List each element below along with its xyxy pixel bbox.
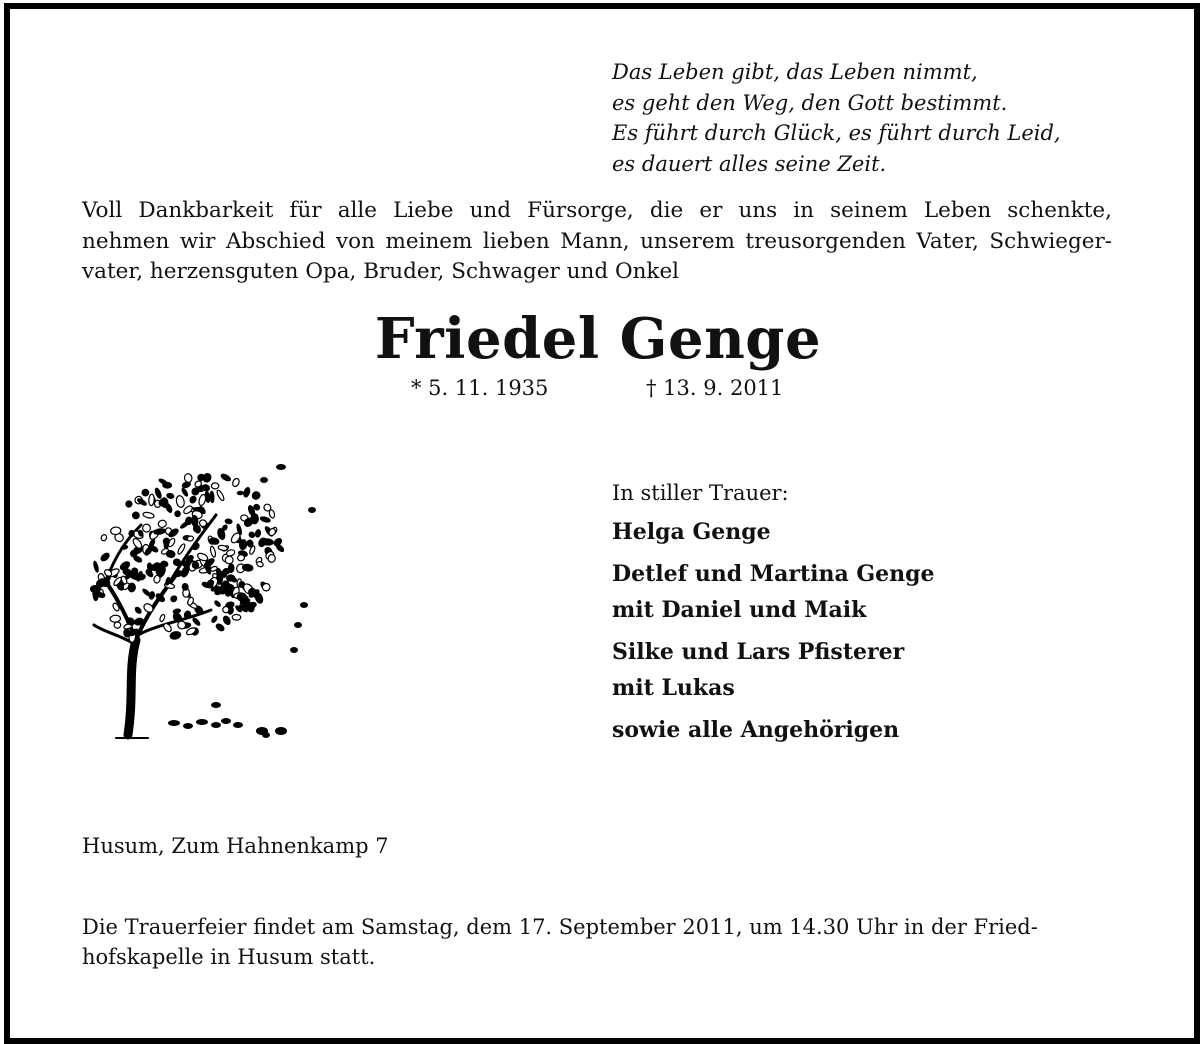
- mourner-name: mit Lukas: [612, 675, 735, 701]
- death-date: † 13. 9. 2011: [646, 376, 784, 400]
- wind-blown-tree-icon: [76, 455, 326, 754]
- intro-line: vater, herzensguten Opa, Bruder, Schwager und Onkel: [82, 259, 680, 284]
- mourner-group: [612, 712, 935, 748]
- funeral-line: Die Trauerfeier findet am Samstag, dem 17. September 2011, um 14.30 Uhr in der Fried-: [82, 915, 1038, 939]
- mourner-name: sowie alle Angehörigen: [612, 717, 900, 743]
- mourners-label: In stiller Trauer:: [612, 481, 789, 505]
- birth-date: * 5. 11. 1935: [411, 376, 549, 400]
- poem-line: Das Leben gibt, das Leben nimmt,: [612, 60, 978, 84]
- mourner-name: Silke und Lars Pfisterer: [612, 639, 905, 665]
- mourner-name: mit Daniel und Maik: [612, 597, 867, 623]
- mourner-name: Detlef und Martina Genge: [612, 561, 935, 587]
- address: Husum, Zum Hahnenkamp 7: [82, 834, 389, 858]
- poem-line: es geht den Weg, den Gott bestimmt.: [612, 90, 1008, 115]
- poem-line: Es führt durch Glück, es führt durch Leid,: [612, 121, 1061, 145]
- mourner-name: Helga Genge: [612, 519, 771, 545]
- funeral-line: hofskapelle in Husum statt.: [82, 945, 376, 969]
- mourner-group: [612, 556, 935, 628]
- intro-line: nehmen wir Abschied von meinem lieben Mann, unserem treusorgenden Vater, Schwieger-: [82, 228, 1112, 254]
- intro-line: Voll Dankbarkeit für alle Liebe und Fürsorge, die er uns in seinem Leben schenkte,: [82, 198, 1112, 223]
- poem-line: es dauert alles seine Zeit.: [612, 151, 887, 176]
- funeral-info: [82, 912, 1038, 972]
- mourner-group: [612, 634, 935, 706]
- mourners-block: [612, 478, 935, 754]
- intro-text: [82, 196, 1112, 288]
- deceased-name: Friedel Genge: [374, 306, 822, 372]
- mourner-group: [612, 514, 935, 550]
- memorial-poem: [612, 57, 1061, 179]
